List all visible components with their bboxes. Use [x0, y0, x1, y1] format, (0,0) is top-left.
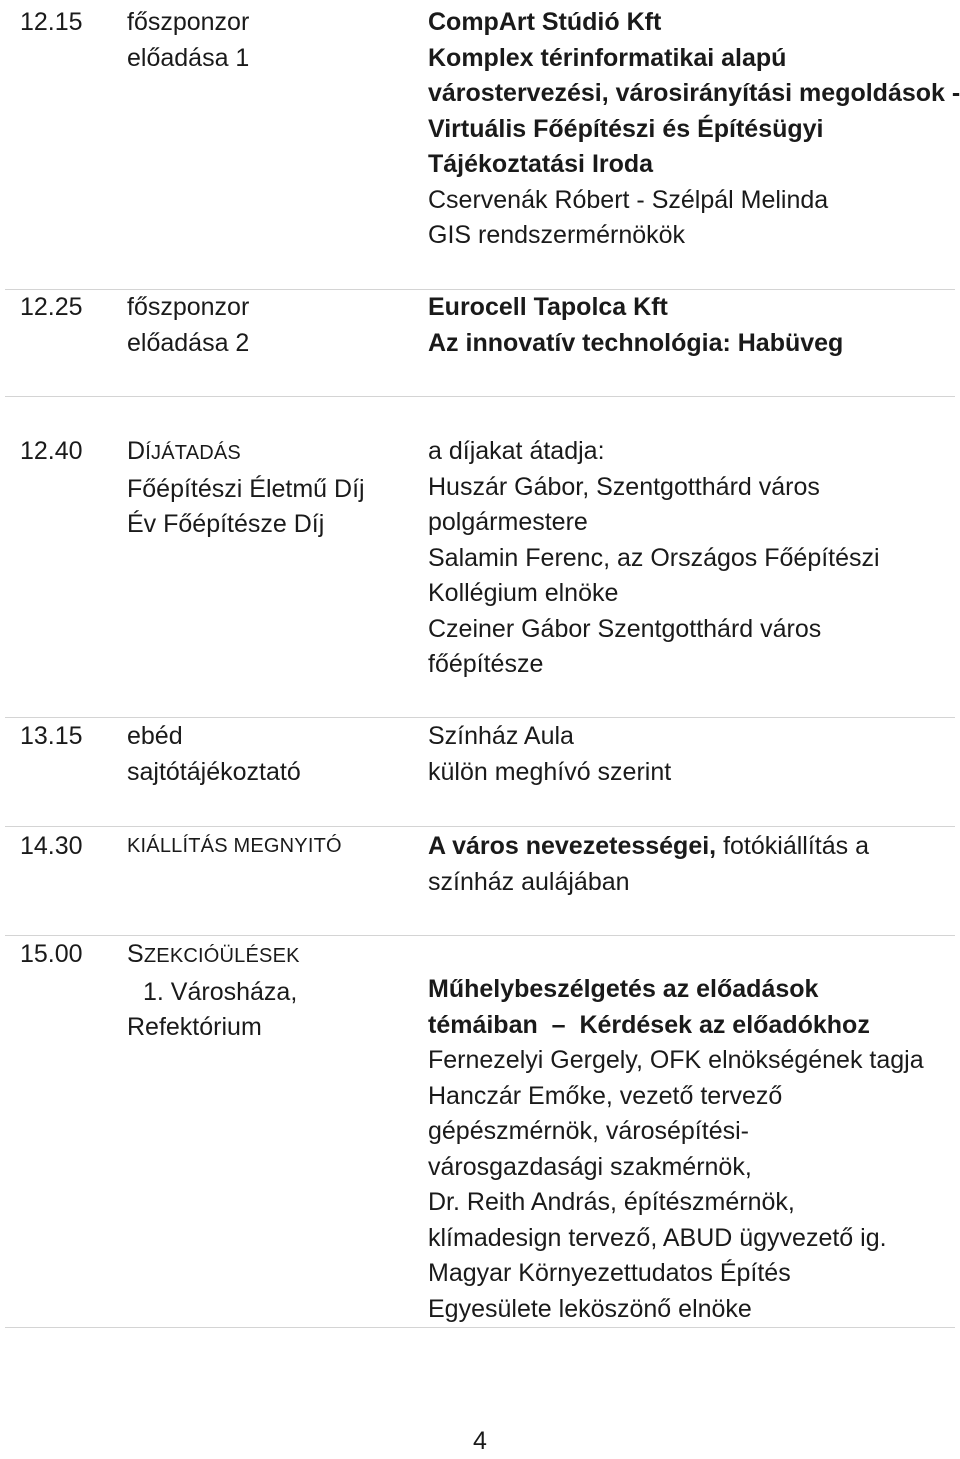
- location-line: Színház Aula: [428, 722, 574, 750]
- time-cell: 12.15: [20, 8, 83, 36]
- row-divider: [5, 1327, 955, 1328]
- session-type-line: főszponzor: [127, 293, 250, 321]
- time-cell: 14.30: [20, 832, 83, 860]
- session-type-line: főszponzor: [127, 8, 250, 36]
- session-type: [127, 937, 417, 1046]
- session-type-line: sajtótájékoztató: [127, 757, 301, 786]
- exhibition-location-line: színház aulájában: [428, 867, 630, 896]
- sponsor-title-line: Az innovatív technológia: Habüveg: [428, 328, 844, 357]
- session-type: [127, 719, 417, 790]
- row-divider: [5, 826, 955, 827]
- speaker-line: Fernezelyi Gergely, OFK elnökségének tagja: [428, 1046, 924, 1074]
- workshop-title-line: Műhelybeszélgetés az előadások: [428, 975, 819, 1003]
- speaker-line: Cservenák Róbert - Szélpál Melinda: [428, 185, 829, 214]
- sponsor-title-line: CompArt Stúdió Kft: [428, 8, 662, 36]
- speaker-line: gépészmérnök, városépítési-: [428, 1117, 749, 1145]
- location-line: külön meghívó szerint: [428, 757, 672, 786]
- award-name-line: Főépítészi Életmű Díj: [127, 474, 365, 503]
- session-heading: SZEKCIÓÜLÉSEK: [127, 940, 300, 968]
- speaker-line: Egyesülete leköszönő elnöke: [428, 1294, 752, 1323]
- speaker-line: városgazdasági szakmérnök,: [428, 1152, 752, 1181]
- session-details: [428, 972, 953, 1327]
- exhibition-title-line: A város nevezetességei, fotókiállítás a: [428, 832, 869, 860]
- sponsor-title-line: Komplex térinformatikai alapú: [428, 43, 787, 72]
- award-name-line: Év Főépítésze Díj: [127, 510, 325, 538]
- session-type: [127, 5, 417, 76]
- sponsor-title-line: Virtuális Főépítészi és Építésügyi: [428, 114, 824, 143]
- row-divider: [5, 396, 955, 397]
- venue-line: 1. Városháza,: [143, 977, 298, 1006]
- row-divider: [5, 717, 955, 718]
- session-type: [127, 829, 417, 865]
- session-type: [127, 434, 417, 543]
- session-details: [428, 290, 953, 361]
- time-cell: 12.25: [20, 293, 83, 321]
- venue-line: Refektórium: [127, 1013, 262, 1041]
- sponsor-title-line: Eurocell Tapolca Kft: [428, 293, 668, 321]
- speaker-line: klímadesign tervező, ABUD ügyvezető ig.: [428, 1223, 887, 1252]
- session-type-line: előadása 2: [127, 328, 250, 357]
- speaker-line: GIS rendszermérnökök: [428, 221, 686, 249]
- session-heading: DÍJÁTADÁS: [127, 437, 241, 465]
- session-details: [428, 5, 960, 254]
- session-type-line: előadása 1: [127, 43, 250, 72]
- presenter-line: Czeiner Gábor Szentgotthárd város: [428, 614, 822, 643]
- session-heading: KIÁLLÍTÁS MEGNYITÓ: [127, 835, 342, 857]
- workshop-title-line: témáiban – Kérdések az előadókhoz: [428, 1010, 870, 1039]
- speaker-line: Hanczár Emőke, vezető tervező: [428, 1081, 783, 1110]
- presenter-line: Kollégium elnöke: [428, 579, 619, 607]
- row-divider: [5, 935, 955, 936]
- presenter-line: főépítésze: [428, 650, 544, 678]
- presenter-line: a díjakat átadja:: [428, 437, 605, 465]
- sponsor-title-line: Tájékoztatási Iroda: [428, 150, 654, 178]
- presenter-line: Salamin Ferenc, az Országos Főépítészi: [428, 543, 880, 572]
- page-number: 4: [473, 1427, 487, 1455]
- session-details: [428, 719, 953, 790]
- presenter-line: polgármestere: [428, 508, 588, 536]
- session-type: [127, 290, 417, 361]
- session-details: [428, 434, 953, 683]
- session-details: [428, 829, 953, 900]
- time-cell: 12.40: [20, 437, 83, 465]
- speaker-line: Dr. Reith András, építészmérnök,: [428, 1188, 795, 1216]
- time-cell: 15.00: [20, 940, 83, 968]
- time-cell: 13.15: [20, 722, 83, 750]
- presenter-line: Huszár Gábor, Szentgotthárd város: [428, 472, 820, 501]
- session-type-line: ebéd: [127, 722, 183, 750]
- sponsor-title-line: várostervezési, városirányítási megoldások -: [428, 79, 960, 107]
- speaker-line: Magyar Környezettudatos Építés: [428, 1259, 791, 1287]
